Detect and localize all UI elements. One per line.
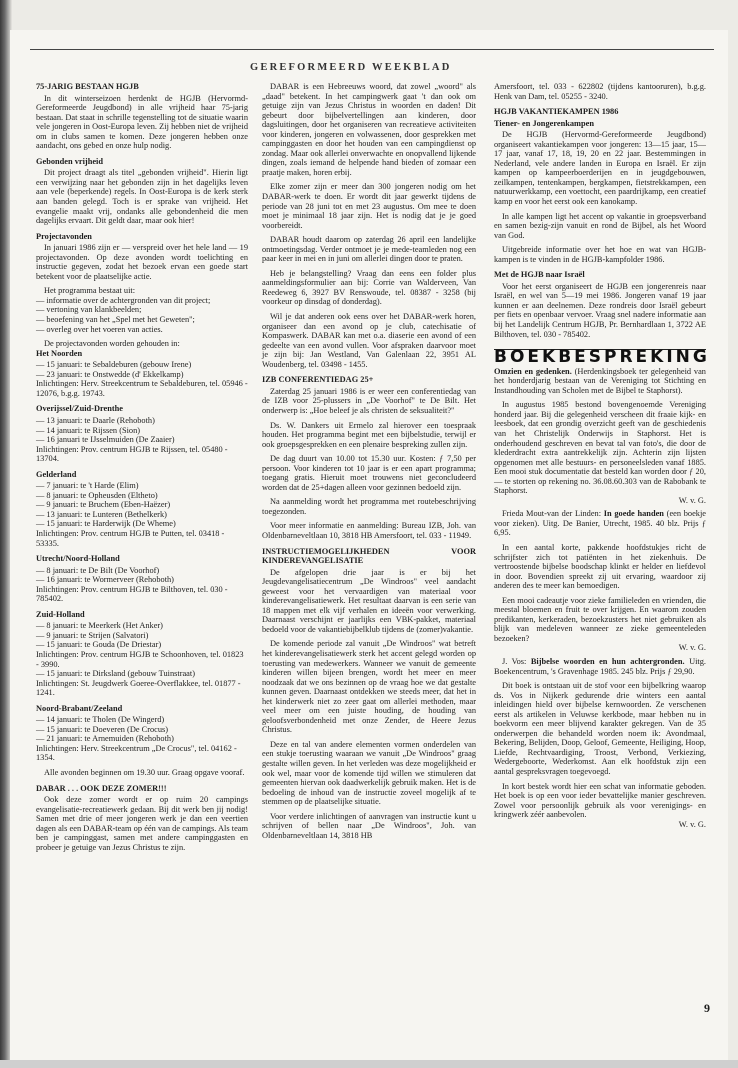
list-item: — informatie over de achtergronden van dit project; <box>36 295 211 305</box>
list-item: — 16 januari: te Wormerveer (Rehoboth) <box>36 575 174 585</box>
paragraph: Ook deze zomer wordt er op ruim 20 campings evangelisatie-recreatiewerk gedaan. Bij dit werk ben jij nodig! Samen met drie of meer jongeren werk je dan een veertien dagen als een DABAR-team op één van de campings. Als team ben je campinggast, samen met andere campinggasten en probeer je getuige van Jezus Christus te zijn. <box>36 795 248 852</box>
region-list <box>36 360 248 398</box>
region-list <box>36 416 248 464</box>
running-head: GEREFORMEERD WEEKBLAD <box>250 62 452 73</box>
paragraph: Heb je belangstelling? Vraag dan eens een folder plus aanmeldingsformulier aan bij: Corrie van Walderveen, Van Reedeweg 6, 3927 BV Renswoude, tel. 08387 - 3258 (bij voorkeur op dinsdag of donderdag). <box>262 268 476 307</box>
region-heading: Het Noorden <box>36 348 83 358</box>
paragraph: Voor het eerst organiseert de HGJB een jongerenreis naar Israël, en wel van 5—19 mei 1986. Jongeren vanaf 19 jaar kunnen er aan deelnemen. Deze rondreis door Israël gebeurt per fiets en openbaar vervoer. Vraag snel nadere informatie aan bij het Landelijk Centrum HGJB, Pr. Bernhardlaan 1, 3722 AE Bilthoven, tel. 030 - 785402. <box>494 281 706 339</box>
list-item: — 21 januari: te Arnemuiden (Rehoboth) <box>36 734 174 744</box>
region-heading: Overijssel/Zuid-Drenthe <box>36 404 123 414</box>
region-list <box>36 481 248 548</box>
region-list <box>36 566 248 604</box>
list-item: Inlichtingen: Prov. centrum HGJB te Bilthoven, tel. 030 - 785402. <box>36 584 228 604</box>
heading-dabar: DABAR . . . OOK DEZE ZOMER!!! <box>36 783 167 793</box>
list-item: — 23 januari: te Onstwedde (d' Ekkelkamp) <box>36 369 184 379</box>
paragraph: De dag duurt van 10.00 tot 15.30 uur. Kosten: ƒ 7,50 per persoon. Voor kinderen tot 10 jaar is er een apart programma; toegang gratis. Hieruit moet trouwens niet geconcludeerd worden dat de 25+dagen alleen voor gezinnen bedoeld zijn. <box>262 454 476 492</box>
review-entry <box>494 509 706 538</box>
paragraph: De komende periode zal vanuit „De Windroos" wat betreft het kinderevangelisatiewerk sterk het accent gelegd worden op toerusting van medewerkers. Wanneer we vanuit de gemeente kinderen willen bijeen brengen, wordt het meer en meer noodzaak dat we ons bezinnen op de vraag hoe we dat gestalte kunnen geven. Daarnaast ontdekken we steeds meer, dat het in het kinderwerk niet zo zeer gaat om allerlei methoden, maar veel meer om een juiste houding, de houding van geloofsverbondenheid met onze Zender, de Heere Jezus Christus. <box>262 639 476 735</box>
program-list <box>36 296 248 334</box>
subheading-projectavonden: Projectavonden <box>36 231 92 241</box>
list-item: — 13 januari: te Lunteren (Bethelkerk) <box>36 509 167 519</box>
book-review-header <box>494 347 710 368</box>
list-item: — 8 januari: te Opheusden (Eltheto) <box>36 490 158 500</box>
column-3 <box>494 82 710 829</box>
region-list <box>36 715 248 763</box>
review-entry <box>494 367 706 396</box>
paragraph: Voor meer informatie en aanmelding: Bureau IZB, Joh. van Oldenbarneveltlaan 10, 3818 HB Amersfoort, tel. 033 - 11949. <box>262 521 476 540</box>
paragraph: DABAR is een Hebreeuws woord, dat zowel „woord" als „daad" betekent. In het campingwerk gaat 't dan ook om getuige zijn van Jezus Christus in woorden en daden! Dit gebeurt door bijbelvertellingen aan kinderen, door dagsluitingen, door het organiseren van recreatieve activiteiten voor kinderen, jongeren en volwassenen, door gesprekken met campinggasten en door het houden van een campingdienst op zondag. Maar ook allerlei onverwachte en onopvallend lijkende dingen, zoals iemand de helpende hand bieden of zomaar een praatje maken, horen erbij. <box>262 82 476 177</box>
region-list <box>36 621 248 697</box>
list-item: — 15 januari: te Dirksland (gebouw Tuinstraat) <box>36 669 195 679</box>
list-item: — 15 januari: te Doeveren (De Crocus) <box>36 724 169 734</box>
paragraph: In kort bestek wordt hier een schat van informatie geboden. Het boek is op een voor ieder bevattelijke manier geschreven. Zowel voor persoonlijk gebruik als voor verenigings- en kringwerk zéér aanbevolen. <box>494 781 706 820</box>
region-heading: Gelderland <box>36 469 77 479</box>
region-heading: Zuid-Holland <box>36 609 85 619</box>
paragraph: In januari 1986 zijn er — verspreid over het hele land — 19 projectavonden. Op deze avonden wordt toelichting en instructie gegeven, zodat het bezoek ervan een goede start betekent voor de plaatselijke actie. <box>36 243 248 281</box>
list-item: Inlichtingen: Prov. centrum HGJB te Rijssen, tel. 05480 - 13704. <box>36 444 228 464</box>
list-item: — 15 januari: te Harderwijk (De Wheme) <box>36 519 176 529</box>
list-item: — 8 januari: te Meerkerk (Het Anker) <box>36 621 163 631</box>
list-item: — 15 januari: te Gouda (De Driestar) <box>36 640 162 650</box>
scan-bottom-edge <box>0 1060 738 1068</box>
book-intro: Uitg. Boekencentrum, 's Gravenhage 1985. 245 blz. Prijs ƒ 29,90. <box>494 656 706 676</box>
heading-israel: Met de HGJB naar Israël <box>494 270 585 280</box>
heading-instructie: INSTRUCTIEMOGELIJKHEDEN VOOR KINDEREVANGELISATIE <box>262 546 476 566</box>
review-entry <box>494 657 706 676</box>
paragraph: Een mooi cadeautje voor zieke familieleden en vrienden, die meestal bloemen en fruit te over krijgen. En waarom zouden predikanten, kerkeraden, bezoekzusters het niet gebruiken als blijk van medeleven wanneer ze zieke gemeenteleden bezoeken? <box>494 595 706 643</box>
paragraph: Ds. W. Dankers uit Ermelo zal hierover een toespraak houden. Het programma begint met een bijbelstudie, terwijl er ook groepsgesprekken en een plenaire bespreking zullen zijn. <box>262 420 476 449</box>
list-item: Inlichtingen: St. Jeugdwerk Goeree-Overflakkee, tel. 01877 - 1241. <box>36 678 241 698</box>
paragraph: Dit boek is ontstaan uit de stof voor een bijbelkring waarop ds. Vos in Nijkerk gedurende drie winters een aantal inleidingen hield over bijbelse kernwoorden. Ze verschenen eerst als artikelen in Veluwse kerkbode, maar hebben nu in boekvorm een meer blijvend karakter gekregen. Van de 35 onderwerpen die behandeld worden noem ik: Avondmaal, Bekering, Belijden, Doop, Geloof, Gemeente, Heiliging, Hoop, Liefde, Rechtvaardiging, Troost, Verbond, Verkiezing, Wedergeboorte, Wederkomst. Aan elk hoofdstuk zijn een aantal gespreksvragen toegevoegd. <box>494 681 706 776</box>
page-number: 9 <box>704 1001 710 1015</box>
book-author: Frieda Mout-van der Linden: <box>502 509 602 519</box>
heading-vakantiekampen: HGJB VAKANTIEKAMPEN 1986 <box>494 107 619 117</box>
list-item: — 8 januari: te De Bilt (De Voorhof) <box>36 565 160 575</box>
paragraph: Deze en tal van andere elementen vormen onderdelen van een stukje toerusting waaraan we vanuit „De Windroos" graag gestalte willen geven. In het verleden was deze mogelijkheid er ook wel, maar voor de komende tijd willen we stimuleren dat gemeenten hiervan ook daadwerkelijk gebruik maken. Het is de bedoeling de inhoud van de instructie zoveel mogelijk af te stemmen op de plaatselijke situatie. <box>262 739 476 807</box>
book-title: In goede handen <box>603 509 664 519</box>
book-title: Bijbelse woorden en hun achtergronden. <box>530 656 685 666</box>
column-2 <box>262 82 476 845</box>
list-item: — vertoning van klankbeelden; <box>36 305 142 315</box>
paragraph: Zaterdag 25 januari 1986 is er weer een conferentiedag van de IZB voor 25-plussers in „De Voorhof" te De Bilt. Het onderwerp is: „Hoe beleef je als christen de seksualiteit?" <box>262 386 476 415</box>
paragraph: De afgelopen drie jaar is er bij het Jeugdevangelisatiecentrum „De Windroos" veel aandacht geweest voor het vervaardigen van materiaal voor kinderevangelisatiewerk. Het resultaat daarvan is een serie van 18 mappen met elk vijf verhalen en ideeën voor verwerking. Daarnaast verschijnt er jaarlijks een VBK-pakket, materiaal bedoeld voor de vakantiebijbelklub tijdens de (zomer)vakantie. <box>262 567 476 634</box>
paragraph: In alle kampen ligt het accent op vakantie in groepsverband en samen bezig-zijn vanuit en rond de Bijbel, als het Woord van God. <box>494 211 706 240</box>
paragraph: Voor verdere inlichtingen of aanvragen van instructie kunt u schrijven of bellen naar „De Windroos", Joh. van Oldenbarneveltlaan 14, 3818 HB <box>262 811 476 840</box>
list-item: — 16 januari te IJsselmuiden (De Zaaier) <box>36 435 175 445</box>
paragraph: Wil je dat anderen ook eens over het DABAR-werk horen, organiseer dan een avond op je club, catechisatie of Kompaswerk. DABAR kan met o.a. diaserie een avond of een gedeelte van een avond vullen. Voor afspraken daarvoor moet je zijn bij: Jan Westland, Van Galenlaan 22, 3951 AL Woudenberg, tel. 03498 - 1455. <box>262 312 476 369</box>
list-item: — 9 januari: te Strijen (Salvatori) <box>36 630 149 640</box>
subheading-gebonden-vrijheid: Gebonden vrijheid <box>36 156 103 166</box>
paragraph: Amersfoort, tel. 033 - 622802 (tijdens kantooruren), b.g.g. Henk van Dam, tel. 05255 - 3240. <box>494 82 706 101</box>
list-item: — 7 januari: te 't Harde (Elim) <box>36 481 139 491</box>
paragraph: Uitgebreide informatie over het hoe en wat van HGJB-kampen is te vinden in de HGJB-kampfolder 1986. <box>494 245 706 264</box>
list-item: — 14 januari: te Tholen (De Wingerd) <box>36 715 165 725</box>
paragraph: In augustus 1985 bestond bovengenoemde Vereniging honderd jaar. Bij die gelegenheid verscheen dit fraaie kijk- en leesboek, dat een grondig overzicht geeft van de geschiedenis van het Christelijk Onderwijs in Staphorst. Het is onderhoudend geschreven en bevat tal van foto's, die door de klederdracht extra aantrekkelijk zijn. Achterin zijn lijsten opgenomen met alle bestuurs- en personeelsleden vanaf 1885. Een mooi stuk documentatie dat besteld kan worden door ƒ 20,— te storten op rekening no. 36.08.60.303 van de Rabobank te Staphorst. <box>494 400 706 496</box>
paragraph: Na aanmelding wordt het programma met routebeschrijving toegezonden. <box>262 497 476 516</box>
paragraph: Dit project draagt als titel „gebonden vrijheid". Hierin ligt een verwijzing naar het gebonden zijn in het dagelijks leven aan vele (beperkende) regels. In Oost-Europa is de kerk sterk aan banden gelegd. Toch is er sprake van vrijheid. Het evangelie maakt vrij, ondanks alle gebondenheid die men dagelijks ervaart. Dit geldt daar, maar ook hier! <box>36 168 248 226</box>
subheading-tiener: Tiener- en Jongerenkampen <box>494 118 594 128</box>
list-item: — beoefening van het „Spel met het Geweten"; <box>36 315 195 325</box>
heading-75-jarig: 75-JARIG BESTAAN HGJB <box>36 82 139 91</box>
book-title: Omzien en gedenken. <box>494 366 572 376</box>
book-author: J. Vos: <box>502 656 527 666</box>
column-1 <box>36 82 248 857</box>
paragraph: Het programma bestaat uit: <box>44 286 136 296</box>
list-item: — 14 januari: te Rijssen (Sion) <box>36 425 141 435</box>
signature: W. v. G. <box>678 643 706 653</box>
book-intro: (een boekje voor zieken). Uitg. De Banier, Utrecht, 1985. 40 blz. Prijs ƒ 6,95. <box>494 509 706 538</box>
paragraph: De projectavonden worden gehouden in: <box>44 339 180 349</box>
signature: W. v. G. <box>678 495 706 505</box>
list-item: — 9 januari: te Bruchem (Eben-Haëzer) <box>36 500 171 510</box>
book-intro: (Herdenkingsboek ter gelegenheid van het honderdjarig bestaan van de Vereniging tot Stichting en Instandhouding van Scholen met de Bijbel te Staphorst). <box>494 366 706 395</box>
list-item: — overleg over het voeren van acties. <box>36 324 163 334</box>
book-review-title: BOEKBESPREKING <box>494 347 710 368</box>
paragraph: Elke zomer zijn er meer dan 300 jongeren nodig om het DABAR-werk te doen. Er wordt dit jaar gewerkt tijdens de periode van 28 juni tot en met 23 augustus. Om mee te doen moet je minimaal 18 jaar zijn. Het is nodig dat je je goed voorbereidt. <box>262 182 476 230</box>
paragraph: In een aantal korte, pakkende hoofdstukjes richt de schrijfster zich tot patiënten in het ziekenhuis. De vertroostende bijbelse boodschap klinkt er helder en liefdevol in door. Bovendien spreekt zij uit ervaring, waardoor zij anderen des te meer kan bemoedigen. <box>494 542 706 591</box>
paragraph: De HGJB (Hervormd-Gereformeerde Jeugdbond) organiseert vakantiekampen voor jongeren: 13—15 jaar, 15—17 jaar, vanaf 17, 18, 19, 20 en 22 jaar. Bestemmingen in Nederland, vele andere landen in Europa en Israël. Er zijn kampen op kampeerboerderijen en in jeugdgebouwen, zeilkampen, tentenkampen, bergkampen, fietstrekkampen, een natuurwerkkamp, een voettocht, een paardrijkamp, een creatief kamp en voor het eerst ook een kanokamp. <box>494 130 706 207</box>
list-item: Inlichtingen: Prov. centrum HGJB te Putten, tel. 03418 - 53335. <box>36 528 225 548</box>
paragraph: DABAR houdt daarom op zaterdag 26 april een landelijke ontmoetingsdag. Verder ontmoet je je mede-teamleden nog een paar keer in mei en in juni om allerlei dingen door te praten. <box>262 235 476 264</box>
list-item: — 13 januari: te Daarle (Rehoboth) <box>36 415 155 425</box>
heading-izb: IZB CONFERENTIEDAG 25+ <box>262 375 374 385</box>
region-heading: Utrecht/Noord-Holland <box>36 554 120 564</box>
paragraph: In dit winterseizoen herdenkt de HGJB (Hervormd-Gereformeerde Jeugdbond) in alle vrijheid haar 75-jarig bestaan. Dat staat in schrille tegenstelling tot de situatie waarin vele jongeren in Oost-Europa leven. Zij hebben niet de vrijheid om in clubs samen te komen. Deze jongeren hebben onze aandacht, ons gebed en onze hulp nodig. <box>36 93 248 151</box>
list-item: — 15 januari: te Sebaldeburen (gebouw Irene) <box>36 360 192 370</box>
signature: W. v. G. <box>678 819 706 829</box>
list-item: Inlichtingen: Herv. Streekcentrum „De Crocus", tel. 04162 - 1354. <box>36 743 237 763</box>
list-item: Inlichtingen: Herv. Streekcentrum te Sebaldeburen, tel. 05946 - 12076, b.g.g. 19743. <box>36 379 248 398</box>
top-rule <box>30 49 714 50</box>
list-item: Inlichtingen: Prov. centrum HGJB te Schoonhoven, tel. 01823 - 3990. <box>36 649 244 669</box>
region-heading: Noord-Brabant/Zeeland <box>36 703 123 713</box>
paragraph: Alle avonden beginnen om 19.30 uur. Graag opgave vooraf. <box>44 768 245 777</box>
